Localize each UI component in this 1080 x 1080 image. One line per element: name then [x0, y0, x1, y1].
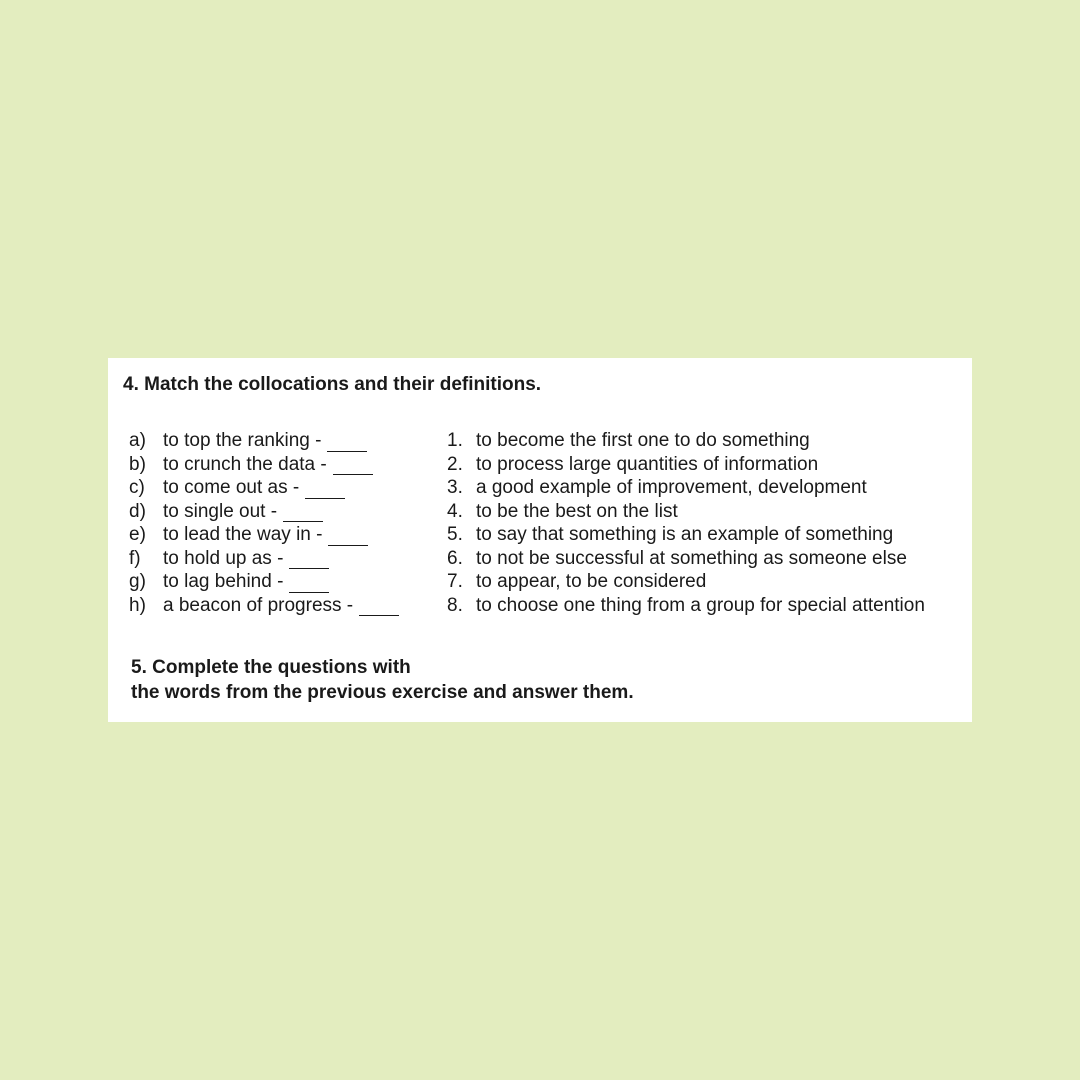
definition-text: to be the best on the list — [476, 500, 678, 522]
item-marker: 8. — [447, 594, 463, 616]
item-marker: 6. — [447, 547, 463, 569]
definition-item-4 — [447, 500, 967, 524]
item-marker: f) — [129, 547, 141, 569]
item-marker: 7. — [447, 571, 463, 592]
collocation-text: to single out - — [163, 500, 278, 522]
item-marker: 2. — [447, 453, 463, 475]
definition-text: to not be successful at something as someone else — [476, 547, 907, 569]
definition-text: to say that something is an example of something — [476, 524, 894, 545]
answer-blank[interactable] — [283, 520, 323, 522]
collocation-item-a — [129, 429, 449, 453]
definition-item-2 — [447, 453, 967, 477]
item-marker: d) — [129, 500, 146, 522]
item-marker: e) — [129, 524, 146, 545]
exercise-5-line-1: 5. Complete the questions with — [131, 657, 411, 678]
answer-blank[interactable] — [327, 450, 367, 452]
collocation-text: to lag behind - — [163, 571, 284, 592]
collocation-item-h — [129, 594, 449, 618]
answer-blank[interactable] — [359, 614, 399, 616]
collocation-text: to hold up as - — [163, 547, 284, 569]
definition-item-8 — [447, 594, 967, 618]
item-marker: c) — [129, 477, 145, 498]
collocation-item-d — [129, 500, 449, 524]
item-marker: 3. — [447, 477, 463, 498]
definition-text: to become the first one to do something — [476, 430, 810, 451]
definition-text: to appear, to be considered — [476, 571, 707, 592]
item-marker: h) — [129, 594, 146, 616]
definition-item-3 — [447, 476, 967, 500]
definition-text: a good example of improvement, development — [476, 477, 867, 498]
definition-text: to choose one thing from a group for special attention — [476, 594, 925, 616]
answer-blank[interactable] — [328, 544, 368, 546]
collocation-text: a beacon of progress - — [163, 594, 354, 616]
collocation-item-f — [129, 547, 449, 571]
collocation-text: to come out as - — [163, 477, 300, 498]
item-marker: 4. — [447, 500, 463, 522]
definition-list — [447, 429, 967, 617]
definition-text: to process large quantities of information — [476, 453, 819, 475]
definition-item-1 — [447, 429, 967, 453]
item-marker: b) — [129, 453, 146, 475]
collocation-text: to crunch the data - — [163, 453, 327, 475]
exercise-card — [108, 358, 972, 722]
definition-item-5 — [447, 523, 967, 547]
exercise-4-title: 4. Match the collocations and their definitions. — [123, 374, 542, 395]
exercise-5-line-2: the words from the previous exercise and answer them. — [131, 681, 634, 703]
exercise-5-title — [131, 656, 634, 705]
collocation-item-c — [129, 476, 449, 500]
item-marker: 1. — [447, 430, 463, 451]
collocation-text: to top the ranking - — [163, 430, 322, 451]
collocation-item-b — [129, 453, 449, 477]
definition-item-7 — [447, 570, 967, 594]
collocation-item-g — [129, 570, 449, 594]
item-marker: g) — [129, 571, 146, 592]
collocation-item-e — [129, 523, 449, 547]
answer-blank[interactable] — [333, 473, 373, 475]
answer-blank[interactable] — [289, 567, 329, 569]
answer-blank[interactable] — [289, 591, 329, 593]
item-marker: a) — [129, 430, 146, 451]
collocation-text: to lead the way in - — [163, 524, 323, 545]
answer-blank[interactable] — [305, 497, 345, 499]
collocation-list — [129, 429, 449, 617]
definition-item-6 — [447, 547, 967, 571]
item-marker: 5. — [447, 524, 463, 545]
